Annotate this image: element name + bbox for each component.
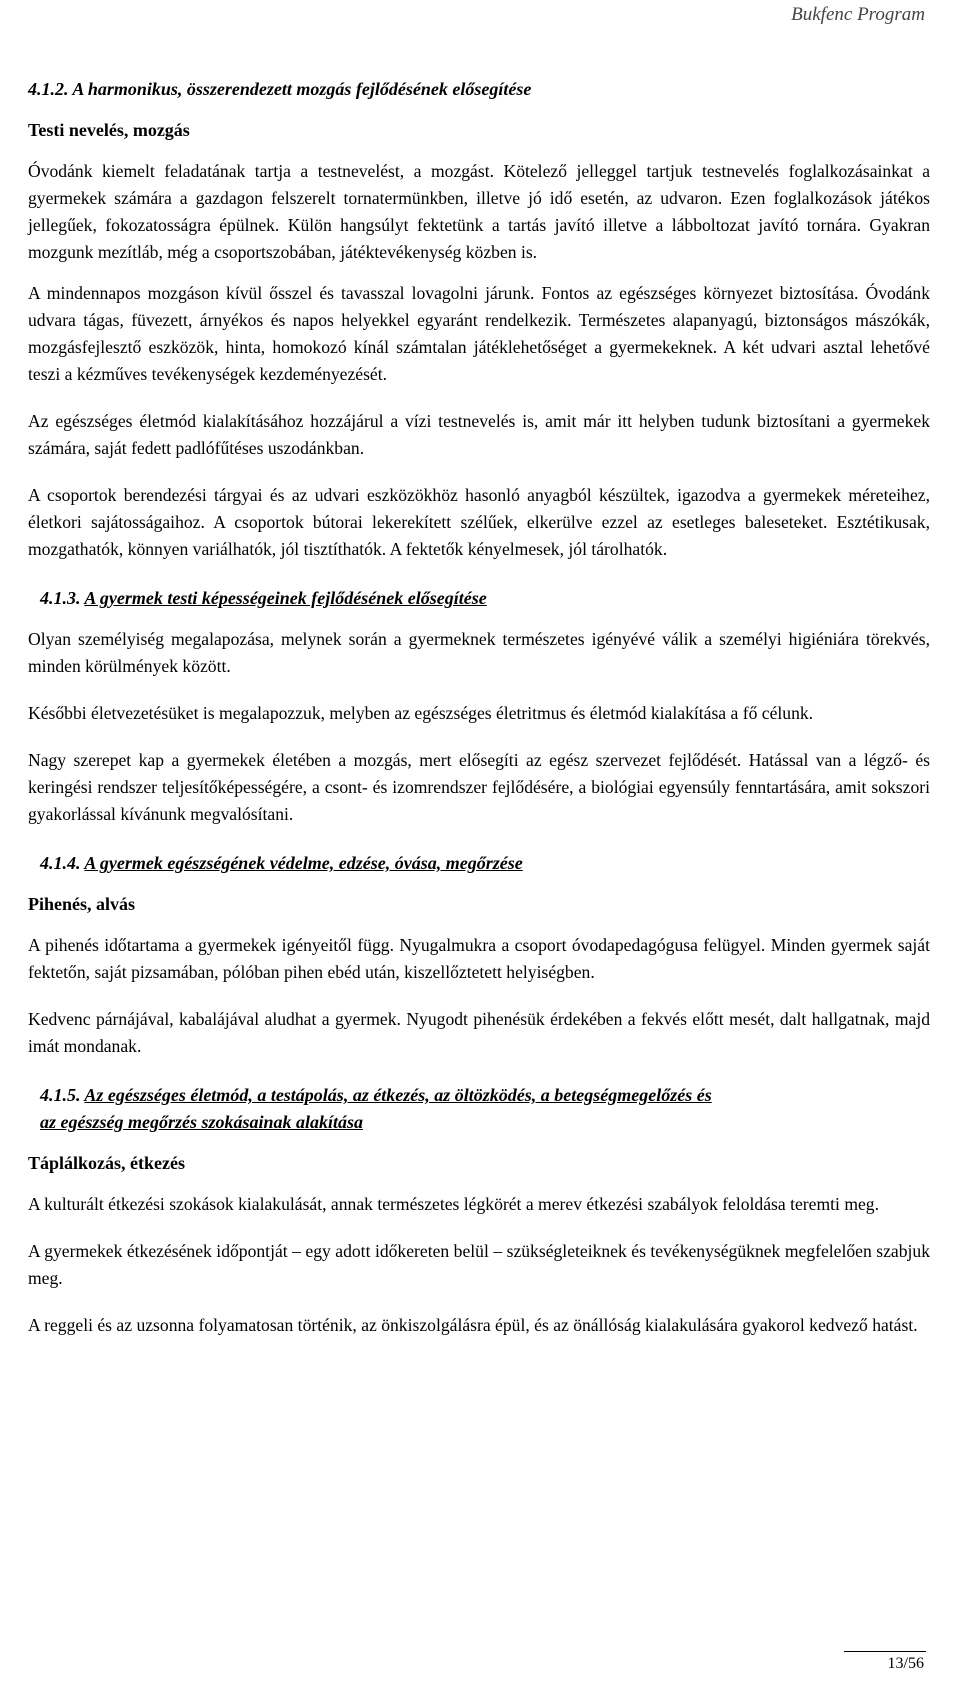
section-title: A gyermek egészségének védelme, edzése, óvása, megőrzése (84, 853, 523, 873)
paragraph: A mindennapos mozgáson kívül ősszel és tavasszal lovagolni járunk. Fontos az egészséges környezet biztosítása. Óvodánk udvara tágas, füvezett, árnyékos és napos helyekkel egyaránt rendelkezik. Természetes alapanyagú, biztonságos mászókák, mozgásfejlesztő eszközök, hinta, homokozó kínál számtalan játéklehetőséget a gyermekeknek. A két udvari asztal lehetővé teszi a kézműves tevékenységek kezdeményezését. (28, 283, 930, 384)
section-title-line1: Az egészséges életmód, a testápolás, az étkezés, az öltözködés, a betegségmegelőzés és (84, 1085, 712, 1105)
page-number: 13/56 (887, 1655, 924, 1672)
section-heading-4-1-3 (28, 585, 930, 612)
paragraph: Kedvenc párnájával, kabalájával aludhat a gyermek. Nyugodt pihenésük érdekében a fekvés előtt mesét, dalt hallgatnak, majd imát mondanak. (28, 1009, 930, 1056)
section-number: 4.1.5. (40, 1085, 81, 1105)
subheading-testi-neveles: Testi nevelés, mozgás (28, 120, 190, 140)
section-heading-4-1-5 (28, 1082, 930, 1109)
subheading-pihenes: Pihenés, alvás (28, 894, 136, 914)
section-title: A gyermek testi képességeinek fejlődésének elősegítése (84, 588, 487, 608)
section-title: A harmonikus, összerendezett mozgás fejlődésének elősegítése (72, 79, 532, 99)
section-title-line2: az egészség megőrzés szokásainak alakítása (40, 1112, 364, 1132)
paragraph: A kulturált étkezési szokások kialakulását, annak természetes légkörét a merev étkezési szabályok feloldása teremti meg. (28, 1194, 880, 1214)
document-body (28, 76, 930, 1339)
running-header: Bukfenc Program (791, 4, 925, 25)
section-number: 4.1.2. (28, 79, 69, 99)
subheading-taplalkozas: Táplálkozás, étkezés (28, 1153, 185, 1173)
paragraph: Óvodánk kiemelt feladatának tartja a testnevelést, a mozgást. Kötelező jelleggel tartjuk testnevelés foglalkozásainkat a gyermekek számára a gazdagon felszerelt tornatermünkben, illetve jó idő esetén, az udvaron. Ezen foglalkozások játékos jellegűek, fokozatosságra épülnek. Külön hangsúlyt fektetünk a tartás javító illetve a lábboltozat javító tornára. Gyakran mozgunk mezítláb, még a csoportszobában, játéktevékenység közben is. (28, 161, 930, 262)
section-heading-4-1-5-cont (28, 1109, 930, 1136)
paragraph: Későbbi életvezetésüket is megalapozzuk, melyben az egészséges életritmus és életmód kialakítása a fő célunk. (28, 703, 814, 723)
section-heading-4-1-4 (28, 850, 930, 877)
paragraph: Az egészséges életmód kialakításához hozzájárul a vízi testnevelés is, amit már itt helyben tudunk biztosítani a gyermekek számára, saját fedett padlófűtéses uszodánkban. (28, 411, 930, 458)
paragraph: A pihenés időtartama a gyermekek igényeitől függ. Nyugalmukra a csoport óvodapedagógusa felügyel. Minden gyermek saját fektetőn, saját pizsamában, pólóban pihen ebéd után, kiszellőztetett helyiségben. (28, 935, 930, 982)
section-heading-4-1-2 (28, 76, 930, 103)
section-number: 4.1.3. (40, 588, 81, 608)
section-number: 4.1.4. (40, 853, 81, 873)
footer-rule (844, 1651, 926, 1652)
paragraph: Olyan személyiség megalapozása, melynek során a gyermeknek természetes igényévé válik a személyi higiéniára törekvés, minden körülmények között. (28, 629, 930, 676)
paragraph: A reggeli és az uzsonna folyamatosan történik, az önkiszolgálásra épül, és az önállóság kialakulására gyakorol kedvező hatást. (28, 1315, 918, 1335)
paragraph: Nagy szerepet kap a gyermekek életében a mozgás, mert elősegíti az egész szervezet fejlődését. Hatással van a légző- és keringési rendszer teljesítőképességére, a csont- és izomrendszer fejlődésére, a biológiai egyensúly fenntartására, amit sokszori gyakorlással kívánunk megvalósítani. (28, 750, 930, 824)
paragraph: A csoportok berendezési tárgyai és az udvari eszközökhöz hasonló anyagból készültek, igazodva a gyermekek méreteihez, életkori sajátosságaihoz. A csoportok bútorai lekerekített szélűek, elkerülve ezzel az esetleges baleseteket. Esztétikusak, mozgathatók, könnyen variálhatók, jól tisztíthatók. A fektetők kényelmesek, jól tárolhatók. (28, 485, 930, 559)
paragraph: A gyermekek étkezésének időpontját – egy adott időkereten belül – szükségleteiknek és tevékenységüknek megfelelően szabjuk meg. (28, 1241, 930, 1288)
